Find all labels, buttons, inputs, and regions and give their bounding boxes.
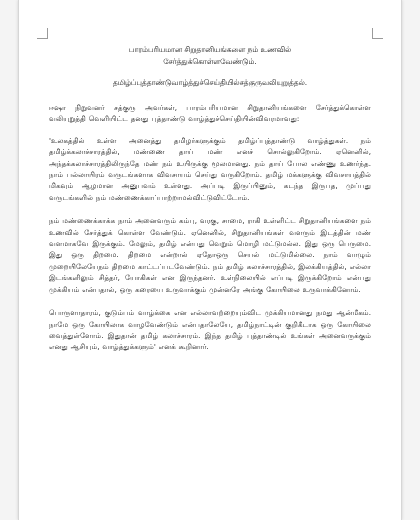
title-line-1: பாரம்பரியமான சிறுதானியங்களை நம் உணவில் <box>128 45 292 54</box>
paragraph-millets: நம் மண்ணைக்காக்க நாம் அனைவரும் கம்பு, வரகு, சாமை, ராகி உள்ளிட்ட சிறுதானியங்களை நம் உணவில் சேர்த்துக் கொள்ள வேண்டும். ஏனெனில், சிறுதானியங்கள் வளரும் இடத்தின் மண் வளமாகவே இருக்கும். மேலும், தமிழ் என்பது வெறும் மொழி மட்டுமல்ல. இது ஒரு பெருமை. இது ஒரு திறமை. திறமை என்றால் ஏதோஒரு செயல் மட்டுமில்லை. நாம் வாழும் முறையிலேயேநம் திறமை காட்டப்படவேண்டும். நம் தமிழ் கலாச்சாரத்தில், இலக்கியத்தில், எல்லா இடங்களிலும் சித்தர், யோகிகள் என இருந்தனர். உள்நிலையில் எப்படி இருக்கிறோம் என்பது முக்கியம் என்பதால், ஒரு கரையை உருவாக்கும் முன்னரே அங்கு கோயிலை உருவாக்கினோம். <box>49 216 371 294</box>
paragraph-intro: ஈஷா நிறுவனர் சத்குரு அவர்கள், பாரம்பரியமான சிறுதானியங்களை சேர்த்துக்கொள்ள வலியுறுத்தி வெளியிட்ட தனது புத்தாண்டு வாழ்த்துச்செய்தியின்விவரமாவது: <box>49 103 371 124</box>
margin-marker-top-right <box>372 28 383 39</box>
document-title <box>49 44 371 68</box>
document-page[interactable] <box>18 0 402 520</box>
paragraph-greeting: 'உலகத்தில் உள்ள அனைத்து தமிழர்களுக்கும் தமிழ்ப்புத்தாண்டு வாழ்த்துகள். நம் தமிழ்க்கலாச்சாரத்தில், மண்ணை தாய் மண் எனச் சொல்லுகிறோம். ஏனெனில், அந்தக்கலாச்சாரத்திலிருந்தே மண் நம் உயிருக்கு மூலமானது. நம் தாய் போல எண்ணு உணர்ந்த. நாம் பல்லாயிரம் வருடங்களாக விவசாயம் செய்து வருகிறோம். தமிழ் மக்களுக்கு விவசாயத்தில் மிகவும் ஆழமான அனுபவம் உள்ளது. அப்படி இருப்பினும், கடந்த இருபத, முப்பது வருடங்களில் நம் மண்ணைக்காப்பாற்றாமல்விட்டுவிட்டோம். <box>49 135 371 202</box>
document-subtitle: தமிழ்ப்புத்தாண்டுவாழ்த்துச்செய்தியில்சத்குருவலியுறுத்தல். <box>112 78 308 87</box>
title-line-2: சேர்த்துக்கொள்ளவேண்டும். <box>163 57 257 66</box>
margin-marker-top-left <box>37 28 48 39</box>
paragraph-spirituality: பொருளாதாரம், குடும்பம் வாழ்க்கை என எல்லாவற்றையும்விட முக்கியமானது நமது ஆன்மீகம். நாமே ஒரு கோயிலாக வாழவேண்டும் என்பதாலேயே, தமிழ்நாட்டின் குறிகீடாக ஒரு கோயிலை வைத்துள்ளோம். இதுதான் தமிழ் கலாச்சாரம். இந்த தமிழ் புத்தாண்டில் உங்கள் அனைவருக்கும் எனது ஆசியும், வாழ்த்துக்களும்' எனக் கூறினார். <box>49 308 371 352</box>
